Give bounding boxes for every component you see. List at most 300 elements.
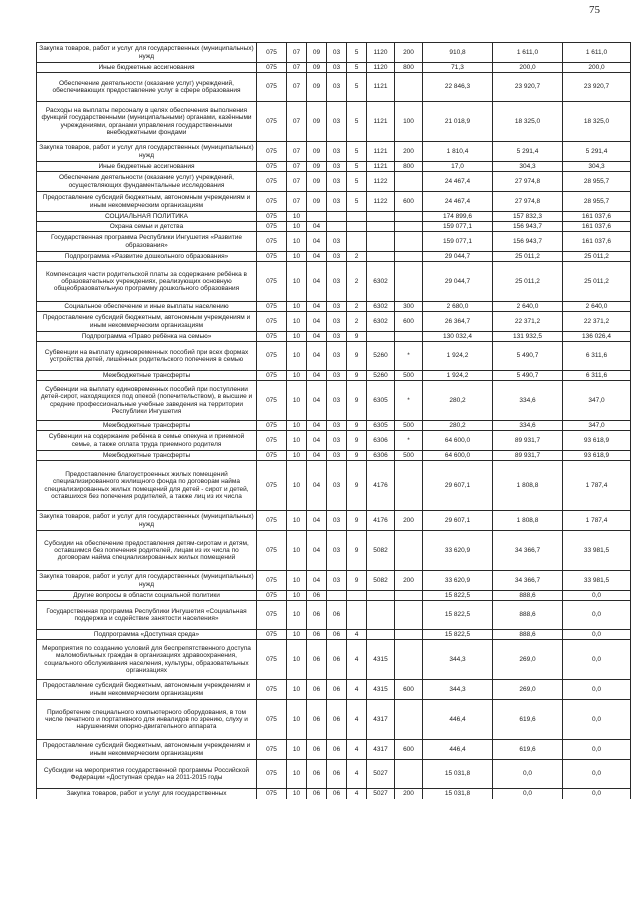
row-name: Межбюджетные трансферты <box>37 451 257 461</box>
amount-cell: 5 490,7 <box>493 371 563 381</box>
table-row <box>37 172 631 192</box>
code-cell: 10 <box>287 431 307 451</box>
code-cell: 5 <box>347 162 367 172</box>
code-cell <box>367 591 395 601</box>
table-row <box>37 591 631 601</box>
amount-cell: 5 291,4 <box>493 142 563 162</box>
row-name: Другие вопросы в области социальной политики <box>37 591 257 601</box>
code-cell: 075 <box>257 451 287 461</box>
code-cell: 200 <box>395 571 423 591</box>
amount-cell: 157 832,3 <box>493 212 563 222</box>
code-cell <box>395 332 423 342</box>
code-cell: 03 <box>327 102 347 142</box>
code-cell: 10 <box>287 222 307 232</box>
code-cell: 075 <box>257 511 287 531</box>
amount-cell: 15 822,5 <box>423 601 493 630</box>
code-cell: 9 <box>347 381 367 421</box>
code-cell: 09 <box>307 162 327 172</box>
code-cell: 06 <box>327 640 347 680</box>
amount-cell: 280,2 <box>423 381 493 421</box>
code-cell: 04 <box>307 531 327 571</box>
code-cell: 075 <box>257 740 287 760</box>
amount-cell: 64 600,0 <box>423 451 493 461</box>
code-cell: 10 <box>287 760 307 789</box>
amount-cell: 15 031,8 <box>423 760 493 789</box>
code-cell: 07 <box>287 73 307 102</box>
code-cell: 06 <box>307 601 327 630</box>
code-cell: 03 <box>327 232 347 252</box>
row-name: Обеспечение деятельности (оказание услуг) учреждений, обеспечивающих предоставление услуг в сфере образования <box>37 73 257 102</box>
code-cell: 6302 <box>367 302 395 312</box>
code-cell <box>367 332 395 342</box>
amount-cell: 0,0 <box>563 591 631 601</box>
amount-cell: 344,3 <box>423 640 493 680</box>
code-cell: 075 <box>257 142 287 162</box>
code-cell: 10 <box>287 630 307 640</box>
code-cell: 04 <box>307 342 327 371</box>
code-cell: 9 <box>347 531 367 571</box>
code-cell: 075 <box>257 332 287 342</box>
code-cell: 300 <box>395 302 423 312</box>
code-cell: 03 <box>327 192 347 212</box>
code-cell: 5 <box>347 142 367 162</box>
code-cell: 075 <box>257 172 287 192</box>
code-cell: 04 <box>307 222 327 232</box>
code-cell: 10 <box>287 511 307 531</box>
code-cell: 5260 <box>367 342 395 371</box>
row-name: Субвенции на содержание ребёнка в семье опекуна и приемной семье, а также оплата труда приемного родителя <box>37 431 257 451</box>
code-cell: 075 <box>257 531 287 571</box>
code-cell: 07 <box>287 192 307 212</box>
code-cell: 4 <box>347 630 367 640</box>
code-cell: 07 <box>287 172 307 192</box>
code-cell: 5 <box>347 192 367 212</box>
table-body <box>37 43 631 799</box>
code-cell: 6305 <box>367 381 395 421</box>
code-cell: 075 <box>257 252 287 262</box>
code-cell: 06 <box>307 640 327 680</box>
code-cell: 100 <box>395 102 423 142</box>
code-cell: 07 <box>287 162 307 172</box>
amount-cell: 446,4 <box>423 700 493 740</box>
code-cell: 06 <box>327 680 347 700</box>
amount-cell: 25 011,2 <box>563 252 631 262</box>
row-name: Приобретение специального компьютерного оборудования, в том числе печатного и портативного для инвалидов по зрению, слуху и нарушениями опорно-двигательного аппарата <box>37 700 257 740</box>
amount-cell: 131 932,5 <box>493 332 563 342</box>
amount-cell: 0,0 <box>563 789 631 799</box>
code-cell: 4317 <box>367 700 395 740</box>
code-cell: 075 <box>257 591 287 601</box>
amount-cell: 28 955,7 <box>563 192 631 212</box>
code-cell: 10 <box>287 252 307 262</box>
amount-cell: 71,3 <box>423 63 493 73</box>
code-cell: 075 <box>257 601 287 630</box>
code-cell: 4317 <box>367 740 395 760</box>
code-cell: 06 <box>327 789 347 799</box>
table-row <box>37 431 631 451</box>
code-cell: 075 <box>257 630 287 640</box>
amount-cell: 33 981,5 <box>563 531 631 571</box>
amount-cell: 5 291,4 <box>563 142 631 162</box>
code-cell: 04 <box>307 262 327 302</box>
code-cell: 10 <box>287 232 307 252</box>
row-name: Субсидии на мероприятия государственной программы Российской Федерации «Доступная среда» на 2011-2015 годы <box>37 760 257 789</box>
row-name: Предоставление благоустроенных жилых помещений специализированного жилищного фонда по договорам найма специализированных жилых помещений для детей - сирот и детей, оставшихся без попечения родителей, а также лиц из их числа <box>37 461 257 511</box>
code-cell: 9 <box>347 332 367 342</box>
amount-cell: 0,0 <box>563 760 631 789</box>
code-cell: 800 <box>395 63 423 73</box>
code-cell: 10 <box>287 262 307 302</box>
code-cell: 5 <box>347 43 367 63</box>
code-cell: 200 <box>395 789 423 799</box>
code-cell: 1122 <box>367 172 395 192</box>
row-name: Закупка товаров, работ и услуг для государственных (муниципальных) нужд <box>37 571 257 591</box>
code-cell <box>395 531 423 571</box>
amount-cell: 0,0 <box>563 601 631 630</box>
amount-cell: 619,6 <box>493 700 563 740</box>
row-name: Мероприятия по созданию условий для беспрепятственного доступа маломобильных граждан в организациях здравоохранения, социального обслуживания населения, культуры, образовательных организациях <box>37 640 257 680</box>
code-cell: 075 <box>257 43 287 63</box>
table-row <box>37 332 631 342</box>
code-cell: 075 <box>257 789 287 799</box>
code-cell: 075 <box>257 262 287 302</box>
code-cell: 4315 <box>367 680 395 700</box>
code-cell: 4 <box>347 680 367 700</box>
amount-cell: 89 931,7 <box>493 431 563 451</box>
table-row <box>37 531 631 571</box>
code-cell: 075 <box>257 760 287 789</box>
row-name: Иные бюджетные ассигнования <box>37 63 257 73</box>
code-cell: 09 <box>307 63 327 73</box>
code-cell <box>347 601 367 630</box>
amount-cell: 0,0 <box>563 740 631 760</box>
amount-cell: 1 810,4 <box>423 142 493 162</box>
row-name: Закупка товаров, работ и услуг для государственных (муниципальных) нужд <box>37 43 257 63</box>
table-row <box>37 192 631 212</box>
code-cell: 06 <box>327 601 347 630</box>
row-name: Государственная программа Республики Ингушетия «Развитие образования» <box>37 232 257 252</box>
code-cell: 075 <box>257 222 287 232</box>
code-cell: 9 <box>347 511 367 531</box>
code-cell: 1121 <box>367 73 395 102</box>
code-cell: 1121 <box>367 102 395 142</box>
amount-cell: 1 808,8 <box>493 461 563 511</box>
table-row <box>37 740 631 760</box>
table-row <box>37 312 631 332</box>
amount-cell: 29 607,1 <box>423 511 493 531</box>
code-cell: 5 <box>347 73 367 102</box>
row-name: Межбюджетные трансферты <box>37 421 257 431</box>
amount-cell: 269,0 <box>493 640 563 680</box>
code-cell: 6305 <box>367 421 395 431</box>
code-cell: 1121 <box>367 162 395 172</box>
table-row <box>37 640 631 680</box>
amount-cell: 27 974,8 <box>493 172 563 192</box>
code-cell: 04 <box>307 371 327 381</box>
code-cell: 06 <box>307 760 327 789</box>
code-cell: * <box>395 381 423 421</box>
table-row <box>37 212 631 222</box>
code-cell: 03 <box>327 142 347 162</box>
code-cell: * <box>395 431 423 451</box>
code-cell: 03 <box>327 511 347 531</box>
code-cell: 200 <box>395 142 423 162</box>
amount-cell: 64 600,0 <box>423 431 493 451</box>
code-cell <box>395 252 423 262</box>
amount-cell: 2 680,0 <box>423 302 493 312</box>
row-name: Компенсация части родительской платы за содержание ребёнка в образовательных учреждениях, реализующих основную общеобразовательную программу дошкольного образования <box>37 262 257 302</box>
table-row <box>37 789 631 799</box>
code-cell <box>395 630 423 640</box>
code-cell: 075 <box>257 640 287 680</box>
code-cell <box>327 222 347 232</box>
amount-cell: 33 620,9 <box>423 531 493 571</box>
amount-cell: 130 032,4 <box>423 332 493 342</box>
code-cell <box>367 252 395 262</box>
code-cell <box>367 630 395 640</box>
code-cell: 075 <box>257 73 287 102</box>
amount-cell: 888,6 <box>493 630 563 640</box>
code-cell: 075 <box>257 700 287 740</box>
amount-cell: 18 325,0 <box>563 102 631 142</box>
code-cell: 075 <box>257 680 287 700</box>
row-name: Закупка товаров, работ и услуг для государственных (муниципальных) нужд <box>37 511 257 531</box>
amount-cell: 888,6 <box>493 591 563 601</box>
code-cell: 07 <box>287 102 307 142</box>
amount-cell: 347,0 <box>563 381 631 421</box>
amount-cell: 174 899,6 <box>423 212 493 222</box>
table-row <box>37 451 631 461</box>
amount-cell: 34 366,7 <box>493 531 563 571</box>
code-cell: 03 <box>327 252 347 262</box>
code-cell: 03 <box>327 371 347 381</box>
code-cell: 06 <box>307 789 327 799</box>
amount-cell: 23 920,7 <box>563 73 631 102</box>
code-cell: 03 <box>327 332 347 342</box>
code-cell: 09 <box>307 102 327 142</box>
code-cell: 10 <box>287 740 307 760</box>
code-cell: 5082 <box>367 571 395 591</box>
code-cell: 04 <box>307 451 327 461</box>
row-name: Предоставление субсидий бюджетным, автономным учреждениям и иным некоммерческим организациям <box>37 192 257 212</box>
code-cell: 06 <box>307 591 327 601</box>
code-cell: 6306 <box>367 431 395 451</box>
code-cell: 04 <box>307 332 327 342</box>
code-cell: 04 <box>307 421 327 431</box>
code-cell: 10 <box>287 680 307 700</box>
amount-cell: 910,8 <box>423 43 493 63</box>
amount-cell: 156 943,7 <box>493 232 563 252</box>
amount-cell: 28 955,7 <box>563 172 631 192</box>
code-cell <box>395 461 423 511</box>
code-cell: 03 <box>327 262 347 302</box>
row-name: Предоставление субсидий бюджетным, автономным учреждениям и иным некоммерческим организациям <box>37 740 257 760</box>
code-cell: 600 <box>395 312 423 332</box>
table-row <box>37 302 631 312</box>
code-cell: 10 <box>287 789 307 799</box>
code-cell: 1122 <box>367 192 395 212</box>
code-cell <box>395 212 423 222</box>
code-cell <box>327 212 347 222</box>
code-cell: 03 <box>327 63 347 73</box>
amount-cell: 1 787,4 <box>563 461 631 511</box>
code-cell <box>395 640 423 680</box>
code-cell: 03 <box>327 531 347 571</box>
code-cell: 10 <box>287 640 307 680</box>
row-name: Обеспечение деятельности (оказание услуг) учреждений, осуществляющих фундаментальные исследования <box>37 172 257 192</box>
code-cell: 06 <box>307 680 327 700</box>
code-cell <box>395 222 423 232</box>
amount-cell: 22 846,3 <box>423 73 493 102</box>
row-name: Подпрограмма «Право ребёнка на семью» <box>37 332 257 342</box>
code-cell: 04 <box>307 312 327 332</box>
table-row <box>37 342 631 371</box>
code-cell: 10 <box>287 461 307 511</box>
amount-cell: 304,3 <box>563 162 631 172</box>
code-cell: 03 <box>327 342 347 371</box>
code-cell: 2 <box>347 262 367 302</box>
code-cell: 5 <box>347 172 367 192</box>
amount-cell: 1 611,0 <box>563 43 631 63</box>
amount-cell: 888,6 <box>493 601 563 630</box>
amount-cell: 161 037,6 <box>563 212 631 222</box>
budget-table <box>36 42 631 799</box>
amount-cell: 24 467,4 <box>423 192 493 212</box>
code-cell: 10 <box>287 212 307 222</box>
code-cell: 06 <box>327 740 347 760</box>
code-cell: 10 <box>287 421 307 431</box>
code-cell: 600 <box>395 740 423 760</box>
code-cell: 075 <box>257 192 287 212</box>
code-cell: 10 <box>287 451 307 461</box>
amount-cell: 304,3 <box>493 162 563 172</box>
amount-cell: 34 366,7 <box>493 571 563 591</box>
code-cell <box>367 601 395 630</box>
amount-cell: 22 371,2 <box>493 312 563 332</box>
table-row <box>37 700 631 740</box>
row-name: Иные бюджетные ассигнования <box>37 162 257 172</box>
code-cell: 500 <box>395 451 423 461</box>
code-cell: 06 <box>307 630 327 640</box>
amount-cell: 0,0 <box>563 630 631 640</box>
amount-cell: 619,6 <box>493 740 563 760</box>
code-cell <box>395 601 423 630</box>
code-cell: 5 <box>347 63 367 73</box>
code-cell: 09 <box>307 142 327 162</box>
code-cell: 075 <box>257 302 287 312</box>
code-cell: 10 <box>287 312 307 332</box>
code-cell: 9 <box>347 461 367 511</box>
code-cell <box>347 222 367 232</box>
code-cell: 4315 <box>367 640 395 680</box>
code-cell: 10 <box>287 342 307 371</box>
amount-cell: 2 640,0 <box>493 302 563 312</box>
amount-cell: 15 031,8 <box>423 789 493 799</box>
code-cell: 10 <box>287 332 307 342</box>
code-cell: 6306 <box>367 451 395 461</box>
code-cell: 04 <box>307 232 327 252</box>
amount-cell: 2 640,0 <box>563 302 631 312</box>
amount-cell: 1 611,0 <box>493 43 563 63</box>
table-row <box>37 162 631 172</box>
table-row <box>37 222 631 232</box>
amount-cell: 29 607,1 <box>423 461 493 511</box>
code-cell: 2 <box>347 302 367 312</box>
code-cell: 5027 <box>367 789 395 799</box>
code-cell: 1121 <box>367 142 395 162</box>
row-name: Закупка товаров, работ и услуг для государственных (муниципальных) нужд <box>37 142 257 162</box>
amount-cell: 21 018,9 <box>423 102 493 142</box>
code-cell: * <box>395 342 423 371</box>
row-name: Подпрограмма «Доступная среда» <box>37 630 257 640</box>
amount-cell: 25 011,2 <box>493 252 563 262</box>
code-cell: 5260 <box>367 371 395 381</box>
code-cell: 09 <box>307 192 327 212</box>
table-row <box>37 421 631 431</box>
table-row <box>37 630 631 640</box>
amount-cell: 18 325,0 <box>493 102 563 142</box>
code-cell: 075 <box>257 212 287 222</box>
row-name: Межбюджетные трансферты <box>37 371 257 381</box>
table-row <box>37 63 631 73</box>
code-cell: 10 <box>287 571 307 591</box>
amount-cell: 1 924,2 <box>423 342 493 371</box>
code-cell: 03 <box>327 381 347 421</box>
code-cell <box>395 591 423 601</box>
amount-cell: 25 011,2 <box>563 262 631 302</box>
table-row <box>37 142 631 162</box>
amount-cell: 33 620,9 <box>423 571 493 591</box>
amount-cell: 6 311,6 <box>563 371 631 381</box>
amount-cell: 33 981,5 <box>563 571 631 591</box>
code-cell: 04 <box>307 302 327 312</box>
code-cell: 075 <box>257 431 287 451</box>
code-cell: 04 <box>307 252 327 262</box>
table-row <box>37 461 631 511</box>
code-cell <box>395 73 423 102</box>
amount-cell: 0,0 <box>563 700 631 740</box>
code-cell: 10 <box>287 531 307 571</box>
row-name: Предоставление субсидий бюджетным, автономным учреждениям и иным некоммерческим организациям <box>37 312 257 332</box>
code-cell: 03 <box>327 571 347 591</box>
amount-cell: 23 920,7 <box>493 73 563 102</box>
code-cell: 075 <box>257 571 287 591</box>
code-cell <box>307 212 327 222</box>
code-cell: 03 <box>327 451 347 461</box>
code-cell <box>367 232 395 252</box>
code-cell <box>395 760 423 789</box>
code-cell <box>347 591 367 601</box>
amount-cell: 89 931,7 <box>493 451 563 461</box>
code-cell <box>395 262 423 302</box>
code-cell: 9 <box>347 431 367 451</box>
code-cell: 9 <box>347 342 367 371</box>
code-cell: 6302 <box>367 312 395 332</box>
code-cell: 5027 <box>367 760 395 789</box>
code-cell: 5082 <box>367 531 395 571</box>
table-row <box>37 102 631 142</box>
code-cell: 075 <box>257 102 287 142</box>
code-cell <box>395 172 423 192</box>
code-cell: 09 <box>307 73 327 102</box>
row-name: Расходы на выплаты персоналу в целях обеспечения выполнения функций государственными (муниципальными) органами, казёнными учреждениями, органами управления государственными внебюджетными фондами <box>37 102 257 142</box>
amount-cell: 29 044,7 <box>423 252 493 262</box>
table-row <box>37 601 631 630</box>
amount-cell: 200,0 <box>563 63 631 73</box>
code-cell: 03 <box>327 302 347 312</box>
code-cell <box>327 591 347 601</box>
code-cell: 075 <box>257 342 287 371</box>
